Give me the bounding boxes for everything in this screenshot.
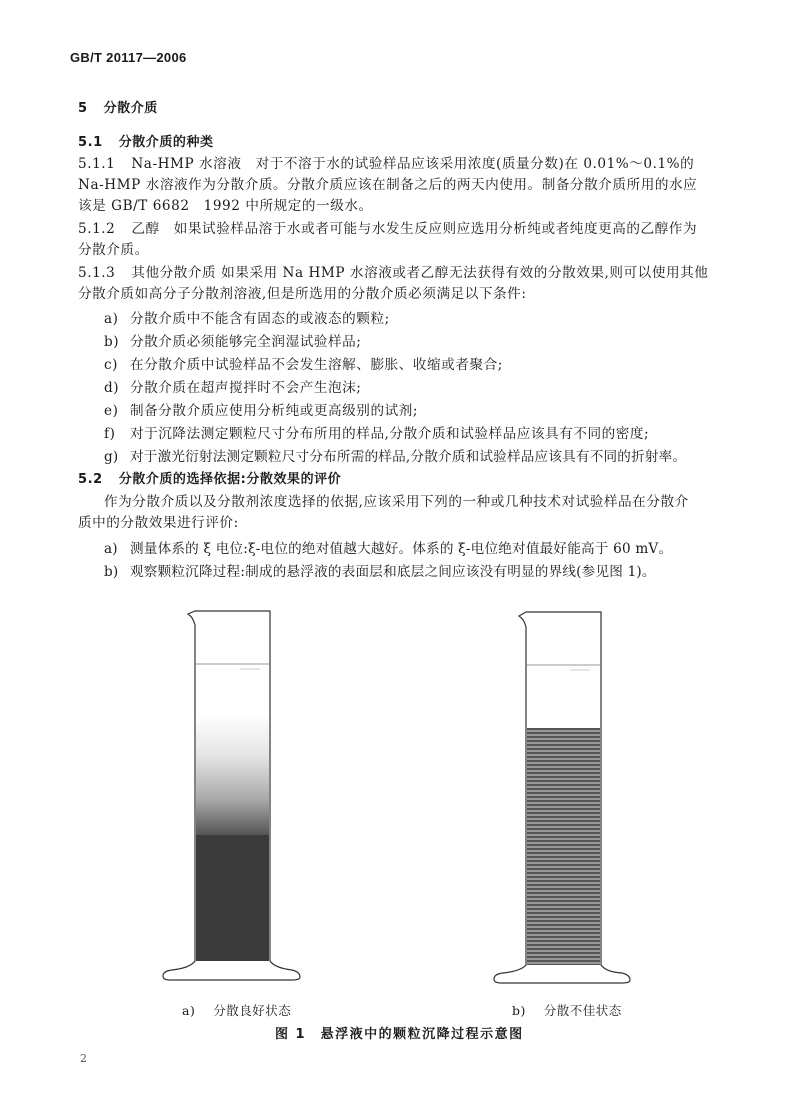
cylinder-poorly-dispersed (494, 612, 630, 983)
standard-code-header: GB/T 20117—2006 (70, 50, 187, 65)
cylinder-well-dispersed (163, 611, 300, 980)
clause-text: 分散介质如高分子分散剂溶液,但是所选用的分散介质必须满足以下条件: (78, 286, 527, 302)
caption-label: b) (512, 1003, 526, 1018)
figure-title: 图 1 悬浮液中的颗粒沉降过程示意图 (275, 1027, 524, 1042)
item-text: 制备分散介质应使用分析纯或更高级别的试剂; (130, 403, 419, 419)
section-number: 5.2 (78, 472, 103, 487)
clause-number: 5.1.2 (78, 221, 116, 237)
page-number: 2 (80, 1052, 87, 1065)
item-text: 测量体系的 ξ 电位:ξ-电位的绝对值越大越好。体系的 ξ-电位绝对值最好能高于 60 mV。 (130, 541, 673, 557)
section-title: 分散介质的选择依据:分散效果的评价 (118, 472, 342, 487)
item-label: e) (104, 403, 119, 419)
item-label: c) (104, 357, 119, 373)
item-text: 观察颗粒沉降过程:制成的悬浮液的表面层和底层之间应该没有明显的界线(参见图 1)。 (130, 564, 656, 580)
item-label: f) (104, 426, 116, 442)
section-number: 5 (78, 101, 88, 116)
caption-label: a) (182, 1003, 196, 1018)
item-text: 分散介质中不能含有固态的或液态的颗粒; (130, 311, 390, 327)
clause-text: Na-HMP 水溶液 对于不溶于水的试验样品应该采用浓度(质量分数)在 0.01%～0.1%的 (131, 156, 695, 172)
paragraph-text: 作为分散介质以及分散剂浓度选择的依据,应该采用下列的一种或几种技术对试验样品在分散介 (104, 494, 689, 510)
item-label: a) (104, 541, 118, 557)
clause-text: 乙醇 如果试验样品溶于水或者可能与水发生反应则应选用分析纯或者纯度更高的乙醇作为 (131, 221, 698, 237)
section-number: 5.1 (78, 135, 103, 150)
clause-text: 该是 GB/T 6682 1992 中所规定的一级水。 (78, 198, 373, 214)
caption-text: 分散不佳状态 (543, 1003, 622, 1018)
item-text: 分散介质在超声搅拌时不会产生泡沫; (130, 380, 362, 396)
item-text: 在分散介质中试验样品不会发生溶解、膨胀、收缩或者聚合; (130, 357, 503, 373)
item-label: b) (104, 564, 119, 580)
caption-a (182, 1001, 291, 1019)
item-text: 对于激光衍射法测定颗粒尺寸分布所需的样品,分散介质和试验样品应该具有不同的折射率。 (130, 449, 687, 465)
section-title: 分散介质 (103, 101, 158, 116)
clause-number: 5.1.1 (78, 156, 116, 172)
section-title: 分散介质的种类 (118, 135, 214, 150)
clause-number: 5.1.3 (78, 265, 116, 281)
item-label: g) (104, 449, 119, 465)
item-text: 分散介质必须能够完全润湿试验样品; (130, 334, 362, 350)
clause-text: Na-HMP 水溶液作为分散介质。分散介质应该在制备之后的两天内使用。制备分散介质所用的水应 (78, 177, 698, 193)
caption-b (512, 1001, 622, 1019)
item-label: d) (104, 380, 120, 396)
item-label: a) (104, 311, 119, 327)
item-label: b) (104, 334, 120, 350)
clause-text: 其他分散介质 如果采用 Na HMP 水溶液或者乙醇无法获得有效的分散效果,则可以使用其他 (131, 265, 709, 281)
caption-text: 分散良好状态 (213, 1003, 292, 1018)
item-text: 对于沉降法测定颗粒尺寸分布所用的样品,分散介质和试验样品应该具有不同的密度; (130, 426, 650, 442)
clause-text: 分散介质。 (78, 242, 149, 258)
paragraph-text: 质中的分散效果进行评价: (78, 515, 239, 531)
